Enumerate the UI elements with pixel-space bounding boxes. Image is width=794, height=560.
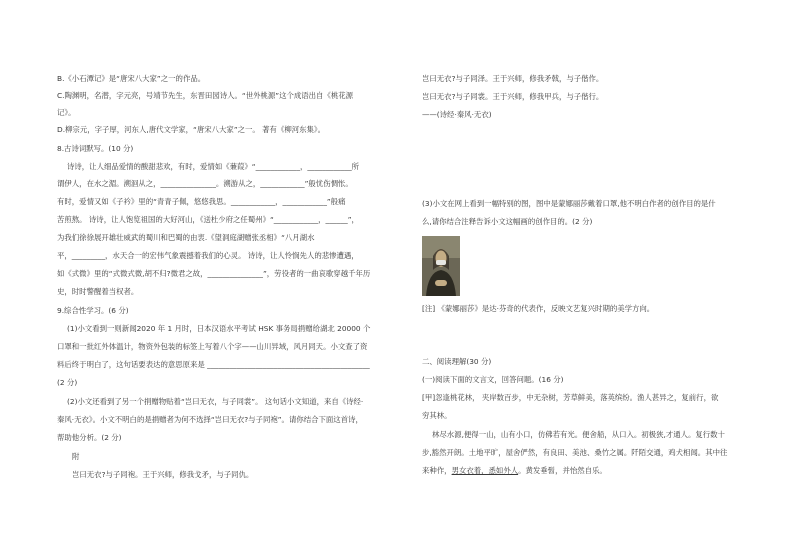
subsection-1-title: (一)阅读下面的文言文，回答问题。(16 分): [422, 375, 564, 384]
passage-line-3: 林尽水源,便得一山，山有小口，仿佛若有光。便舍船，从口入。初极狭,才通人。复行数十: [432, 430, 725, 439]
passage-line-4: 步,豁然开朗。土地平旷，屋舍俨然，有良田、美池、桑竹之属。阡陌交通，鸡犬相闻。其中往: [422, 448, 728, 457]
q9-3-line-1: (3)小文在网上看到一幅特别的图，图中是蒙娜丽莎戴着口罩,他不明白作者的创作目的是什: [422, 199, 716, 208]
q8-line-6: 平，_________，水天合一的宏伟气象震撼着我们的心灵。 诗诗，让人怜悯先人的悲惨遭遇，: [57, 251, 359, 260]
q8-line-1: 诗诗，让人细品爱情的酸甜悲欢，有时，爱情如《蒹葭》“____________，____________所: [67, 162, 360, 171]
poem-source: ——(诗经·秦风·无衣): [422, 110, 492, 119]
option-b: B.《小石潭记》是“唐宋八大家”之一的作品。: [57, 74, 206, 83]
option-c-cont: 记》。: [57, 108, 76, 117]
appendix-label: 附: [72, 452, 80, 461]
mona-lisa-with-mask-image: [422, 236, 460, 296]
passage-line-5-start: 来种作，: [422, 466, 452, 475]
q9-2-line-2: 秦风·无衣》。小文不明白的是捐赠者为何不选择“岂曰无衣?与子同袍”。请你结合下面这首诗，: [57, 415, 363, 424]
q9-1-line-1: (1)小文看到一则新闻2020 年 1 月时，日本汉语水平考试 HSK 事务局捐赠给湖北 20000 个: [67, 324, 371, 333]
q9-2-line-1: (2)小文还看到了另一个捐赠物贴着“岂曰无衣，与子同裳”。 这句话小文知道，来自《诗经·: [67, 397, 364, 406]
option-c: C.陶渊明，名潜，字元亮，号靖节先生，东晋田园诗人。“世外桃源”这个成语出自《桃花源: [57, 91, 354, 100]
question-9-title: 9.综合性学习。(6 分): [57, 306, 129, 315]
q8-line-7: 如《式微》里的“式微式微,胡不归?微君之故，_______________”，劳役者的一曲哀歌穿越千年历: [57, 269, 371, 278]
mona-lisa-graphic: [422, 236, 460, 296]
poem-line-2: 岂曰无衣?与子同泽。王于兴师，修我矛戟，与子偕作。: [422, 74, 604, 83]
section-2-title: 二、阅读理解(30 分): [422, 357, 492, 366]
q8-line-2: 谓伊人，在水之湄。溯洄从之，_______________。溯游从之，____________”般忧伤惆怅。: [57, 179, 353, 188]
q9-1-line-2: 口罩和一批红外体温计，物资外包装的标签上写着八个字——山川异域，风月同天。小文查了资: [57, 342, 368, 351]
poem-line-1: 岂曰无衣?与子同袍。王于兴师，修我戈矛，与子同仇。: [72, 470, 254, 479]
passage-line-5: [422, 464, 607, 477]
option-d: D.柳宗元，字子厚，河东人,唐代文学家，“唐宋八大家”之一。 著有《柳河东集》。: [57, 125, 325, 134]
passage-line-5-end: 。黄发垂髫，并怡然自乐。: [518, 466, 607, 475]
q8-line-5: 为我们徐徐展开雄壮威武的蜀川和巴蜀的由衷.《望洞庭湖赠张丞相》“八月湖水: [57, 233, 315, 242]
q8-line-4: 苦煎熬。 诗诗，让人饱览祖国的大好河山，《送杜少府之任蜀州》“____________，______”，: [57, 215, 359, 224]
poem-line-3: 岂曰无衣?与子同裳。王于兴师，修我甲兵，与子偕行。: [422, 92, 604, 101]
q8-line-3: 有时，爱情又如《子衿》里的“青青子佩，悠悠我思。____________，____________”般痛: [57, 197, 346, 206]
image-note: [注] 《蒙娜丽莎》是达·芬奇的代表作，反映文艺复兴时期的美学方向。: [422, 304, 655, 313]
q9-1-score: (2 分): [57, 378, 78, 387]
passage-line-2: 穷其林。: [422, 411, 452, 420]
q9-3-line-2: 么,请你结合注释告诉小文这幅画的创作目的。(2 分): [422, 217, 593, 226]
q9-2-line-3: 帮助他分析。(2 分): [57, 433, 122, 442]
q9-1-line-3: 料后终于明白了，这句话要表达的意思原来是 ____________________________________________: [57, 360, 370, 369]
passage-line-1: [甲]忽逢桃花林， 夹岸数百步，中无杂树，芳草鲜美，落英缤纷。渔人甚异之，复前行，欲: [422, 393, 719, 402]
question-8-title: 8.古诗词默写。(10 分): [57, 144, 134, 153]
underlined-phrase: 男女衣着，悉如外人: [451, 466, 519, 475]
q8-line-8: 史，时时警醒着当权者。: [57, 287, 139, 296]
